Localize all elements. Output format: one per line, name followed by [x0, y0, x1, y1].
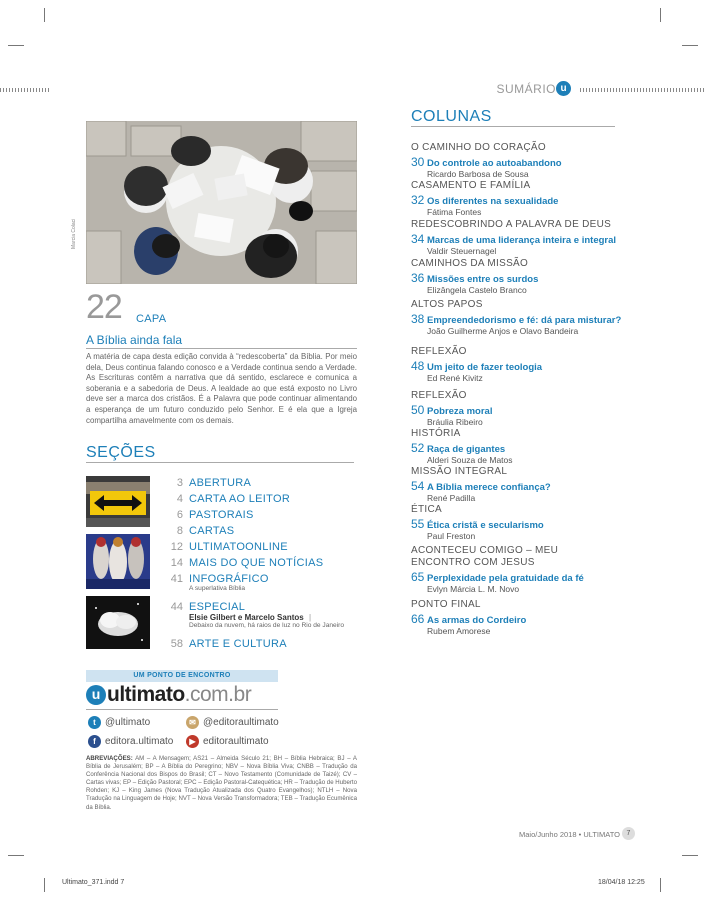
- page-number: 7: [622, 827, 635, 840]
- column-section: CAMINHOS DA MISSÃO: [411, 258, 529, 269]
- column-page: 32: [411, 193, 425, 207]
- section-page: 4: [176, 493, 183, 505]
- column-author: Valdir Steuernagel: [427, 246, 497, 256]
- logo-wordmark: ultimato: [107, 683, 185, 706]
- column-entry[interactable]: [411, 299, 671, 337]
- cover-label: CAPA: [136, 313, 167, 325]
- twitter-handle: @ultimato: [105, 717, 151, 728]
- column-entry[interactable]: [411, 390, 671, 428]
- cover-photo: [86, 121, 357, 284]
- column-author: Elizângela Castelo Branco: [427, 285, 527, 295]
- section-page: 58: [170, 638, 183, 650]
- column-title[interactable]: Do controle ao autoabandono: [427, 158, 562, 169]
- section-title[interactable]: ARTE E CULTURA: [189, 638, 287, 650]
- column-author: Alderi Souza de Matos: [427, 455, 513, 465]
- youtube-link[interactable]: [186, 735, 269, 748]
- divider: [86, 348, 357, 349]
- crop-mark: [8, 45, 24, 46]
- column-author: João Guilherme Anjos e Olavo Bandeira: [427, 326, 579, 336]
- column-page: 30: [411, 155, 425, 169]
- column-author: Ed René Kivitz: [427, 373, 483, 383]
- section-entry[interactable]: [165, 557, 323, 569]
- column-author: Paul Freston: [427, 531, 476, 541]
- cover-page-number: 22: [86, 288, 122, 326]
- section-authors: Elsie Gilbert e Marcelo Santos: [189, 613, 304, 622]
- column-author: Ricardo Barbosa de Sousa: [427, 169, 529, 179]
- email-handle: @editoraultimato: [203, 717, 279, 728]
- issue-info: Maio/Junho 2018 • ULTIMATO: [518, 830, 620, 839]
- youtube-handle: editoraultimato: [203, 736, 269, 747]
- cloud-thumbnail: [86, 596, 150, 649]
- section-title[interactable]: ABERTURA: [189, 477, 252, 489]
- column-entry[interactable]: [411, 346, 671, 384]
- section-title[interactable]: INFOGRÁFICO: [189, 573, 269, 585]
- arrow-sign-thumbnail: [86, 476, 150, 527]
- column-author: Fátima Fontes: [427, 207, 482, 217]
- illustration-thumbnail: [86, 534, 150, 589]
- section-page: 3: [176, 477, 183, 489]
- section-page: 12: [170, 541, 183, 553]
- section-title[interactable]: MAIS DO QUE NOTÍCIAS: [189, 557, 324, 569]
- section-title[interactable]: CARTAS: [189, 525, 235, 537]
- barcode-strip: [0, 88, 50, 92]
- divider: [86, 462, 354, 463]
- column-entry[interactable]: [411, 428, 671, 466]
- crop-mark: [8, 855, 24, 856]
- column-section: ACONTECEU COMIGO – MEU ENCONTRO COM JESUS: [411, 545, 559, 568]
- section-page: 14: [170, 557, 183, 569]
- abbreviations-label: ABREVIAÇÕES:: [86, 755, 133, 762]
- column-title[interactable]: Um jeito de fazer teologia: [427, 362, 543, 373]
- column-page: 66: [411, 612, 425, 626]
- divider: [411, 126, 615, 127]
- youtube-icon: ▶: [186, 735, 199, 748]
- column-author: Evlyn Márcia L. M. Novo: [427, 584, 520, 594]
- divider: [86, 709, 278, 710]
- section-page: 8: [176, 525, 183, 537]
- section-entry[interactable]: [165, 525, 234, 537]
- section-page: 6: [176, 509, 183, 521]
- column-entry[interactable]: [411, 466, 671, 504]
- column-author: Rubem Amorese: [427, 626, 491, 636]
- column-section: PONTO FINAL: [411, 599, 481, 610]
- section-entry[interactable]: [165, 601, 344, 629]
- column-page: 36: [411, 271, 425, 285]
- column-entry[interactable]: [411, 504, 671, 542]
- crop-mark: [44, 878, 45, 892]
- section-entry[interactable]: [165, 509, 254, 521]
- email-link[interactable]: [186, 716, 279, 729]
- column-author: René Padilla: [427, 493, 476, 503]
- column-section: REDESCOBRINDO A PALAVRA DE DEUS: [411, 219, 612, 230]
- section-entry[interactable]: [165, 638, 287, 650]
- separator: |: [308, 613, 312, 622]
- page-title: SUMÁRIO: [496, 82, 556, 96]
- section-entry[interactable]: [165, 493, 290, 505]
- twitter-icon: t: [88, 716, 101, 729]
- column-page: 52: [411, 441, 425, 455]
- crop-mark: [44, 8, 45, 22]
- column-title[interactable]: Raça de gigantes: [427, 444, 506, 455]
- section-entry[interactable]: [165, 541, 288, 553]
- column-section: REFLEXÃO: [411, 346, 467, 357]
- column-page: 34: [411, 232, 425, 246]
- ultimato-logo-icon: u: [556, 81, 571, 96]
- crop-mark: [660, 8, 661, 22]
- twitter-link[interactable]: [88, 716, 150, 729]
- column-author: Bráulia Ribeiro: [427, 417, 483, 427]
- promo-banner: UM PONTO DE ENCONTRO: [86, 670, 278, 682]
- section-entry[interactable]: [165, 477, 251, 489]
- column-section: CASAMENTO E FAMÍLIA: [411, 180, 531, 191]
- section-title[interactable]: CARTA AO LEITOR: [189, 493, 291, 505]
- column-title[interactable]: Empreendedorismo e fé: dá para misturar?: [427, 315, 622, 326]
- columns-heading: COLUNAS: [411, 108, 492, 125]
- column-section: MISSÃO INTEGRAL: [411, 466, 508, 477]
- column-section: O CAMINHO DO CORAÇÃO: [411, 142, 546, 153]
- crop-mark: [682, 855, 698, 856]
- section-subtitle: Debaixo da nuvem, há raios de luz no Rio de Janeiro: [189, 622, 345, 629]
- column-entry[interactable]: [411, 545, 671, 595]
- abbreviations: [86, 755, 357, 812]
- column-title[interactable]: Perplexidade pela gratuidade da fé: [427, 573, 584, 584]
- column-page: 54: [411, 479, 425, 493]
- column-title[interactable]: A Bíblia merece confiança?: [427, 482, 551, 493]
- cover-description: A matéria de capa desta edição convida à “redescoberta” da Bíblia. Por meio dela, Deus continua falando conosco e a Verdade continua sendo a Verdade. As Escrituras contêm a narrativa que dá sentido, esclarece e comunica a soberania e a sabedoria de Deus. A lealdade ao que está exposto no Livro deve ser a marca dos cristãos. É a Palavra que pode continuar alimentando a esperança de um futuro conduzido pelo Senhor. E é ela que a Igreja compartilha amavelmente com os demais.: [86, 352, 357, 425]
- ultimato-logo[interactable]: [86, 683, 251, 707]
- ultimato-logo-icon: u: [86, 685, 106, 705]
- column-entry[interactable]: [411, 258, 671, 296]
- abbreviations-text: AM – A Mensagem; AS21 – Almeida Século 21; BH – Bíblia Hebraica; BJ – A Bíblia de Jerusalém; BP – A Bíblia do Peregrino; NBV – Nova Bíblia Viva; CNBB – Tradução da Conferência Nacional dos Bispos do Brasil; CT – Novo Testamento (Comunidade de Taizé); CV – Cartas vivas; EP – Edição Pastoral; EPC – Edição Pastoral-Catequética; HR – Tradução de Huberto Rohden; KJ – King James (Nova Tradução Atualizada dos Quatro Evangelhos); NTLH – Nova Tradução na Linguagem de Hoje; NVT – Nova Versão Transformadora; TEB – Tradução Ecumênica da Bíblia.: [86, 755, 357, 811]
- facebook-handle: editora.ultimato: [105, 736, 174, 747]
- column-title[interactable]: Ética cristã e secularismo: [427, 520, 544, 531]
- section-subtitle: A superlativa Bíblia: [189, 585, 246, 592]
- column-section: REFLEXÃO: [411, 390, 467, 401]
- print-date: 18/04/18 12:25: [598, 879, 645, 886]
- column-page: 65: [411, 570, 425, 584]
- section-title[interactable]: PASTORAIS: [189, 509, 254, 521]
- photo-credit: Marcia Colaci: [71, 218, 77, 249]
- facebook-icon: f: [88, 735, 101, 748]
- column-entry[interactable]: [411, 180, 671, 218]
- column-entry[interactable]: [411, 219, 671, 257]
- column-section: ÉTICA: [411, 504, 442, 515]
- column-section: HISTÓRIA: [411, 428, 461, 439]
- column-title[interactable]: As armas do Cordeiro: [427, 615, 527, 626]
- column-entry[interactable]: [411, 599, 671, 637]
- column-title[interactable]: Os diferentes na sexualidade: [427, 196, 559, 207]
- column-page: 38: [411, 312, 425, 326]
- email-icon: ✉: [186, 716, 199, 729]
- column-page: 55: [411, 517, 425, 531]
- crop-mark: [660, 878, 661, 892]
- section-entry[interactable]: [165, 573, 269, 592]
- cover-title[interactable]: A Bíblia ainda fala: [86, 333, 183, 347]
- facebook-link[interactable]: [88, 735, 173, 748]
- column-title[interactable]: Marcas de uma liderança inteira e integral: [427, 235, 617, 246]
- section-title[interactable]: ULTIMATOONLINE: [189, 541, 288, 553]
- column-page: 50: [411, 403, 425, 417]
- section-page: 44: [170, 601, 183, 613]
- section-page: 41: [170, 573, 183, 585]
- sections-heading: SEÇÕES: [86, 444, 156, 461]
- section-title[interactable]: ESPECIAL: [189, 601, 246, 613]
- column-title[interactable]: Missões entre os surdos: [427, 274, 539, 285]
- logo-domain: .com.br: [184, 683, 252, 706]
- column-entry[interactable]: [411, 142, 671, 180]
- column-title[interactable]: Pobreza moral: [427, 406, 493, 417]
- column-page: 48: [411, 359, 425, 373]
- column-section: ALTOS PAPOS: [411, 299, 483, 310]
- barcode-strip: [580, 88, 706, 92]
- file-slug: Ultimato_371.indd 7: [62, 879, 125, 886]
- crop-mark: [682, 45, 698, 46]
